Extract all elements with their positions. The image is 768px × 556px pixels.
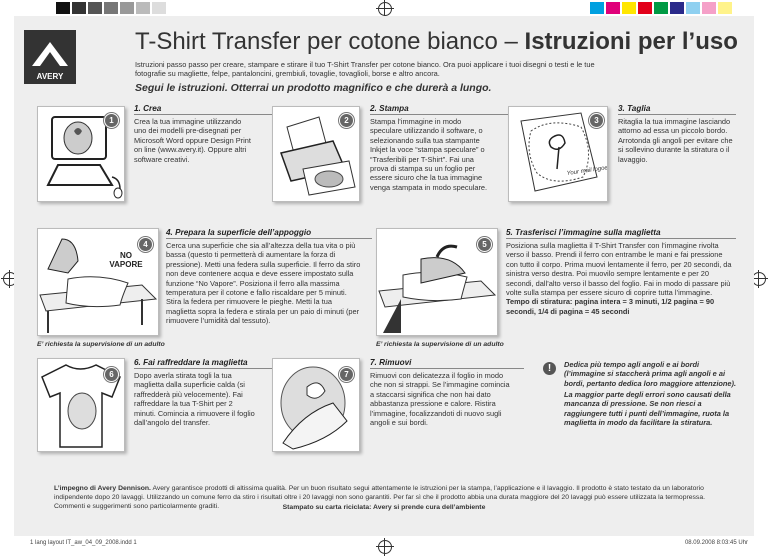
cut-label: Your mail logoes bbox=[566, 164, 607, 177]
step-6-illustration bbox=[37, 358, 125, 452]
step-number: 4 bbox=[138, 237, 153, 252]
tip-pressure: La maggior parte degli errori sono causati della mancanza di pressione. Se non riesci a raggiungere tutti i punti dell’immagine, ruota la maglietta in modo da facilitare la stiratura. bbox=[564, 390, 731, 428]
color-patch bbox=[638, 2, 652, 14]
step-1-text: Crea la tua immagine utilizzando uno dei modelli pre-disegnati per Microsoft Word oppure Design Print on line (www.avery.it). Oppure altri software creativi. bbox=[134, 117, 251, 164]
color-patch bbox=[606, 2, 620, 14]
intro-text: Istruzioni passo passo per creare, stampare e stirare il tuo T-Shirt Transfer per cotone bianco. Ora puoi applicare i tuoi disegni o testi e le tue fotografie su magliette, felpe, pantaloncini, grembiuli, tovaglie, tovaglioli, borse e altro ancora. bbox=[135, 60, 595, 78]
color-patch bbox=[88, 2, 102, 14]
step-number: 3 bbox=[589, 113, 604, 128]
step-4-illustration bbox=[37, 228, 159, 336]
color-patch bbox=[56, 2, 70, 14]
step-1-illustration bbox=[37, 106, 125, 202]
no-steam-label: NO VAPORE bbox=[109, 251, 143, 269]
step-number: 5 bbox=[477, 237, 492, 252]
adult-supervision-note: E’ richiesta la supervisione di un adulto bbox=[376, 341, 504, 348]
divider bbox=[370, 368, 524, 369]
ironing-times: Tempo di stiratura: pagina intera = 3 minuti, 1/2 pagina = 90 secondi, 1/4 di pagina = 45 secondi bbox=[506, 297, 715, 316]
step-3-title: 3. Taglia bbox=[618, 104, 651, 113]
step-7-title: 7. Rimuovi bbox=[370, 358, 412, 367]
color-patch bbox=[622, 2, 636, 14]
step-2-title: 2. Stampa bbox=[370, 104, 409, 113]
color-patch bbox=[136, 2, 150, 14]
color-patch bbox=[702, 2, 716, 14]
color-patch bbox=[120, 2, 134, 14]
tagline: Segui le istruzioni. Otterrai un prodotto magnifico e che durerà a lungo. bbox=[135, 82, 492, 94]
color-patch bbox=[686, 2, 700, 14]
registration-mark-icon bbox=[378, 540, 392, 554]
step-3-text: Ritaglia la tua immagine lasciando attorno ad essa un piccolo bordo. Arrotonda gli angoli per evitare che si sollevino durante la stiratura o il lavaggio. bbox=[618, 117, 733, 164]
step-4-title: 4. Prepara la superficie dell’appoggio bbox=[166, 228, 312, 237]
step-7-text: Rimuovi con delicatezza il foglio in modo che non si strappi. Se l’immagine comincia a staccarsi significa che non hai dato abbastanza pressione e calore. Ristira l’immagine, focalizzandoti di nuovo sugli angoli e sui bordi. bbox=[370, 371, 510, 428]
color-patch bbox=[152, 2, 166, 14]
step-6-title: 6. Fai raffreddare la maglietta bbox=[134, 358, 248, 367]
divider bbox=[506, 238, 736, 239]
registration-mark-icon bbox=[378, 2, 392, 16]
color-patch bbox=[104, 2, 118, 14]
color-patch bbox=[590, 2, 604, 14]
step-3-illustration bbox=[508, 106, 608, 202]
step-1-title: 1. Crea bbox=[134, 104, 162, 113]
color-patch bbox=[72, 2, 86, 14]
step-2-text: Stampa l’immagine in modo speculare utilizzando il software, o selezionando sulla tua stampante Inkjet la voce “stampa speculare” o “Trasferibili per T-Shirt”. Fai una prova di stampa su un foglio per essere sicuro che la tua immagine venga stampata in modo speculare. bbox=[370, 117, 488, 192]
registration-mark-icon bbox=[752, 272, 766, 286]
tip-corners: Dedica più tempo agli angoli e ai bordi (l’immagine si staccherà prima agli angoli e ai bordi, pertanto dedica loro maggiore attenzione). bbox=[564, 360, 737, 388]
step-7-illustration bbox=[272, 358, 360, 452]
adult-supervision-note: E’ richiesta la supervisione di un adulto bbox=[37, 341, 165, 348]
color-patch bbox=[654, 2, 668, 14]
divider bbox=[618, 114, 736, 115]
file-slug: 1 lang layout IT_aw_04_09_2008.indd 1 bbox=[30, 540, 137, 546]
avery-logo bbox=[22, 28, 78, 86]
color-patch bbox=[670, 2, 684, 14]
step-number: 6 bbox=[104, 367, 119, 382]
brand-name: AVERY bbox=[36, 72, 64, 81]
step-number: 7 bbox=[339, 367, 354, 382]
footer-recycled: Stampato su carta riciclata: Avery si prende cura dell’ambiente bbox=[282, 504, 486, 511]
step-number: 1 bbox=[104, 113, 119, 128]
warning-icon: ! bbox=[543, 362, 556, 375]
step-5-title: 5. Trasferisci l’immagine sulla maglietta bbox=[506, 228, 661, 237]
step-number: 2 bbox=[339, 113, 354, 128]
color-patch bbox=[718, 2, 732, 14]
divider bbox=[166, 238, 372, 239]
footer-commitment: L’impegno di Avery Dennison. Avery garantisce prodotti di altissima qualità. Per un buon risultato segui attentamente le istruzioni per la stampa, l’applicazione e il lavaggio. Il prodotto è stato testato da un laboratorio indipendente dopo 20 lavaggi. Utilizzando un comune ferro da stiro i risultati oltre i 20 lavaggi non sono garantiti. Per far sì che il prodotto abbia una durata maggiore del 20 lavaggi può essere utilizzata la termopressa. Commenti e suggerimenti sono particolarmente graditi. bbox=[54, 485, 706, 510]
step-2-illustration bbox=[272, 106, 360, 202]
timestamp-slug: 08.09.2008 8:03:45 Uhr bbox=[684, 540, 748, 546]
step-4-text: Cerca una superficie che sia all’altezza della tua vita o più bassa (questo ti permetterà di aumentare la forza di pressione). Metti una federa sulla superficie. Il ferro da stiro non deve contenere acqua e deve essere impostato sulla funzione “No Vapore”. Posiziona il ferro alla massima temperatura per il cotone e fallo riscaldare per 5 minuti. Stira la federa per rimuovere le pieghe. Metti la tua maglietta sopra la federa e stirala per un paio di minuti (per rimuovere l’umidità dal tessuto). bbox=[166, 241, 361, 326]
step-6-text: Dopo averla stirata togli la tua maglietta dalla superficie calda (si raffredderà più velocemente). Fai raffreddare la tua T-Shirt per 2 minuti. Comincia a rimuovere il foglio dall’angolo del transfer. bbox=[134, 371, 255, 428]
step-5-text: Posiziona sulla maglietta il T-Shirt Transfer con l’immagine rivolta verso il basso. Prendi il ferro con entrambe le mani e fai pressione con tutto il corpo. Prima muovi lentamente il ferro, per 20 secondi, da sinistra verso destra. Poi muovilo sempre lentamente e per 20 secondi, dall’alto verso il basso del foglio. Fai in modo di passare più volte sulla stampa per essere sicuro di coprire tutta l’immagine. Tempo di stiratura: pagina intera = 3 minuti, 1/2 pagina = 90 secondi, 1/4 di pagina = 45 secondi bbox=[506, 241, 732, 316]
page-title: T-Shirt Transfer per cotone bianco – Istruzioni per l’uso bbox=[135, 28, 738, 55]
step-5-illustration bbox=[376, 228, 498, 336]
